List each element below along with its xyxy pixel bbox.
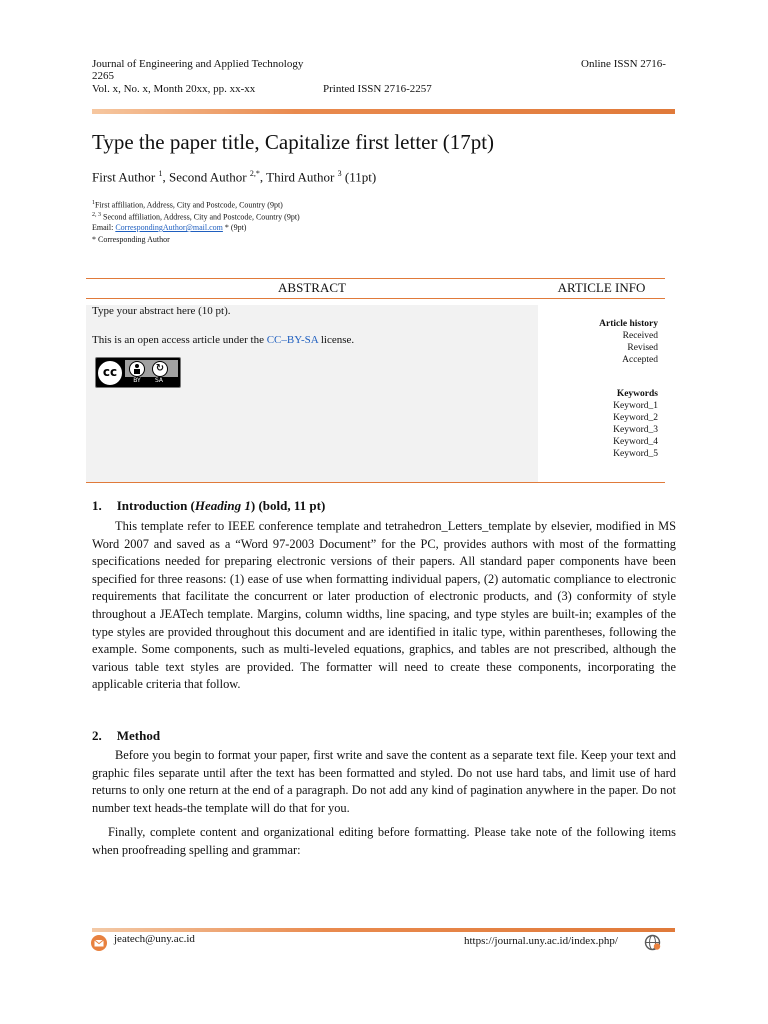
cc-logo-icon [97,360,123,386]
article-history-block [540,318,658,366]
section-2-number: 2. [92,728,102,743]
license-prefix: This is an open access article under the [92,334,267,346]
section-1-heading [92,498,325,514]
badge-by-label: BY [133,377,141,384]
keyword-item: Keyword_1 [613,401,658,411]
keyword-item: Keyword_4 [613,437,658,447]
cc-by-sa-link[interactable]: CC–BY-SA [266,334,319,346]
section-1-title-italic: Heading 1 [194,498,251,513]
keyword-item: Keyword_5 [613,449,658,459]
email-label: Email: [92,223,116,232]
corresponding-email-link[interactable]: CorrespondingAuthor@mail.com [115,223,223,232]
envelope-icon [91,935,107,951]
author-separator: , [259,169,267,185]
cc-by-sa-badge[interactable] [95,357,181,388]
author-separator: , [162,169,169,185]
footer-journal-url[interactable]: https://journal.uny.ac.id/index.php/ [464,935,618,947]
keyword-item: Keyword_2 [613,413,658,423]
volume-info: Vol. x, No. x, Month 20xx, pp. xx-xx [92,83,256,95]
author-3-sup: 3 [337,169,342,178]
affiliation-1-text: First affiliation, Address, City and Postcode, Country (9pt) [95,200,283,210]
abstract-heading: ABSTRACT [278,280,346,295]
header-rule [92,109,675,114]
author-line [92,169,376,185]
journal-name: Journal of Engineering and Applied Technology [92,58,304,70]
footer-email-link[interactable]: jeatech@uny.ac.id [114,933,195,945]
email-line [92,222,246,233]
section-1-number: 1. [92,498,102,513]
attribution-icon [129,361,145,377]
footer-rule [92,928,675,932]
keyword-item: Keyword_3 [613,425,658,435]
author-2-sup: 2,* [249,169,260,178]
license-line [92,334,354,346]
section-1-title-note: ) (bold, 11 pt) [250,498,326,513]
printed-issn: Printed ISSN 2716-2257 [323,83,432,95]
abstract-bottom-rule [86,482,665,483]
email-note: * (9pt) [222,223,247,232]
article-history-label: Article history [599,319,658,329]
author-1: First Author [92,169,156,185]
accepted-label: Accepted [622,355,658,365]
affiliation-2 [92,210,300,223]
affiliation-1 [92,198,283,211]
author-2: Second Author [168,169,247,185]
section-2-heading [92,728,160,744]
online-issn: Online ISSN 2716- [581,58,666,70]
received-label: Received [622,331,658,341]
corresponding-note: * Corresponding Author [92,235,170,244]
affiliation-2-text: Second affiliation, Address, City and Postcode, Country (9pt) [103,212,300,222]
affiliation-2-sup: 2, 3 [92,212,101,218]
section-1-title: Introduction ( [116,498,195,513]
section-1-paragraph: This template refer to IEEE conference template and tetrahedron_Letters_template by elsevier, modified in MS Word 2007 and saved as a “Word 97-2003 Document” for the PC, provides authors with most of the formatting specifications needed for preparing electronic versions of their papers. All standard paper components have been specified for three reasons: (1) ease of use when formatting individual papers, (2) automatic compliance to electronic requirements that facilitate the concurrent or later production of electronic products, and (3) conformity of style throughout a JEATech template. Margins, column widths, line spacing, and type styles are built-in; examples of the type styles are provided throughout this document and are identified in italic type, within parentheses, following the example. Some components, such as multi-leveled equations, graphics, and tables are not prescribed, although the various table text styles are provided. The formatter will need to create these components, incorporating the applicable criteria that follow. [92,519,676,692]
badge-sa-label: SA [154,377,164,384]
share-alike-icon: ↻ [152,361,168,377]
revised-label: Revised [627,343,658,353]
paper-title: Type the paper title, Capitalize first letter (17pt) [92,130,495,154]
author-1-sup: 1 [158,169,163,178]
abstract-text: Type your abstract here (10 pt). [92,305,231,317]
cc-logo-text: cc [102,365,118,379]
section-2-paragraph-1: Before you begin to format your paper, first write and save the content as a separate text file. Keep your text and graphic files separate until after the text has been formatted and styled. Do not use hard tabs, and limit use of hard returns to only one return at the end of a paragraph. Do not add any kind of pagination anywhere in the paper. Do not number text heads-the template will do that for you. [92,748,676,815]
author-size-note: (11pt) [341,169,377,185]
section-2-title: Method [116,728,161,743]
author-3: Third Author [266,169,335,185]
license-suffix: license. [318,334,355,346]
abstract-panel [86,305,538,482]
abstract-mid-rule [86,298,665,299]
keywords-label: Keywords [616,389,658,399]
globe-icon [644,934,661,951]
section-2-paragraph-2: Finally, complete content and organizational editing before formatting. Please take note of the following items when proofreading spelling and grammar: [92,825,676,857]
affiliation-1-sup: 1 [92,200,95,206]
online-issn-continued: 2265 [92,70,114,82]
keywords-block [540,388,658,460]
article-info-heading: ARTICLE INFO [557,280,646,295]
